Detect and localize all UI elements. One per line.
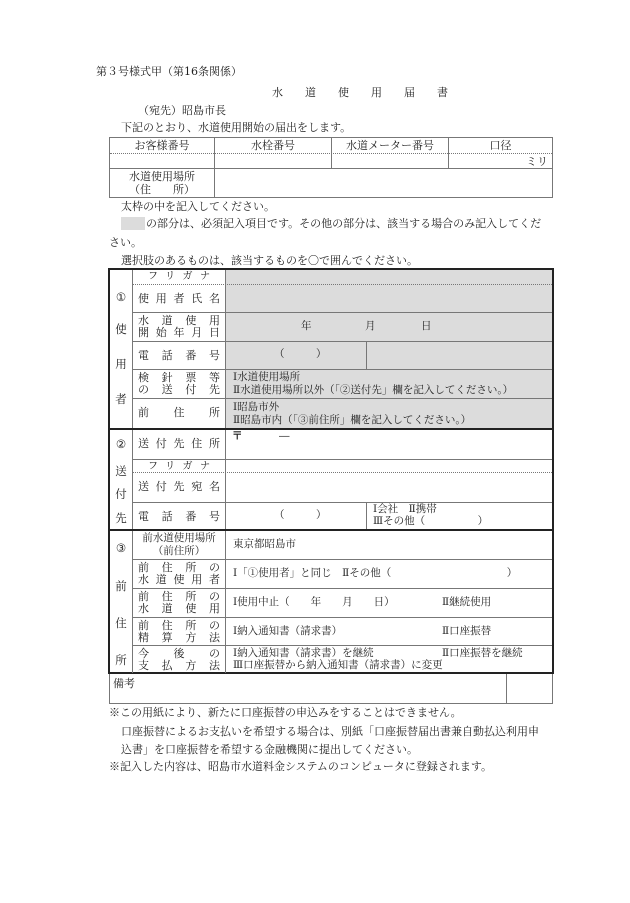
section-char: 送 bbox=[115, 464, 127, 478]
col-divider bbox=[366, 502, 367, 530]
future-payment-label-2: 支払方法 bbox=[138, 659, 220, 672]
row-divider bbox=[133, 369, 552, 370]
customer-number-field[interactable] bbox=[110, 154, 214, 168]
footer-note-2-cont: 込書」を口座振替を希望する金融機関に提出してください。 bbox=[121, 743, 418, 756]
row-divider bbox=[133, 502, 552, 503]
previous-user-options[interactable]: Ⅰ「①使用者」と同じ Ⅱその他（ ） bbox=[233, 567, 518, 579]
row-divider bbox=[133, 559, 552, 560]
row-divider bbox=[133, 645, 552, 646]
future-payment-label: 今 後 の bbox=[138, 647, 220, 660]
instruction-3: 選択肢のあるものは、該当するものを〇で囲んでください。 bbox=[121, 254, 418, 267]
previous-address-label: 前住所 bbox=[138, 406, 220, 419]
user-furigana-field[interactable] bbox=[226, 270, 552, 284]
start-date-label-2: 開始年月日 bbox=[138, 326, 220, 339]
instruction-1: 太枠の中を記入してください。 bbox=[121, 200, 275, 213]
section-char: 先 bbox=[115, 511, 127, 525]
footer-note-3: ※記入した内容は、昭島市水道料金システムのコンピュータに登録されます。 bbox=[109, 760, 493, 773]
customer-number-header: お客様番号 bbox=[134, 139, 190, 152]
user-name-label: 使用者氏名 bbox=[138, 292, 220, 305]
section-char: 使 bbox=[115, 322, 127, 336]
row-divider bbox=[133, 588, 552, 589]
phone-type-options[interactable]: Ⅰ会社 Ⅱ携帯 bbox=[373, 503, 437, 515]
previous-usage-label: 前住所の bbox=[138, 590, 220, 603]
future-change-option[interactable]: Ⅲ口座振替から納入通知書（請求書）に変更 bbox=[233, 659, 443, 671]
section-divider bbox=[110, 529, 552, 531]
meter-number-field[interactable] bbox=[332, 154, 448, 168]
diameter-header: 口径 bbox=[489, 139, 512, 152]
meter-slip-option-1[interactable]: Ⅰ水道使用場所 bbox=[233, 371, 301, 383]
section-number: ② bbox=[115, 437, 127, 451]
delivery-address-field[interactable] bbox=[226, 431, 552, 459]
previous-location-label-2: （前住所） bbox=[152, 545, 206, 557]
usage-continue-option[interactable]: Ⅱ継続使用 bbox=[442, 596, 492, 608]
previous-usage-label-2: 水道使用 bbox=[138, 602, 220, 615]
usage-stop-option[interactable]: Ⅰ使用中止（ 年 月 日） bbox=[233, 596, 395, 608]
date-year[interactable]: 年 bbox=[301, 320, 312, 332]
faucet-number-field[interactable] bbox=[215, 154, 331, 168]
instruction-2: の部分は、必須記入項目です。その他の部分は、該当する場合のみ記入してくだ bbox=[146, 217, 542, 230]
diameter-field[interactable]: ミリ bbox=[526, 155, 548, 168]
delivery-name-field[interactable] bbox=[226, 473, 552, 502]
remarks-field[interactable] bbox=[140, 676, 505, 702]
meter-slip-label: 検針票等 bbox=[138, 371, 220, 384]
phone-area-code[interactable]: （ ） bbox=[274, 348, 327, 360]
footer-note-1: ※この用紙により、新たに口座振替の申込みをすることはできません。 bbox=[109, 706, 462, 719]
location-field[interactable] bbox=[215, 169, 552, 197]
delivery-name-label: 送付先宛名 bbox=[138, 480, 220, 493]
furigana-label: フリガナ bbox=[148, 271, 210, 282]
date-month[interactable]: 月 bbox=[365, 320, 376, 332]
form-title: 水 道 使 用 届 書 bbox=[272, 86, 448, 99]
location-label-sub: （住 所） bbox=[129, 183, 195, 196]
phone-type-other[interactable]: Ⅲその他（ ） bbox=[373, 515, 489, 527]
row-divider bbox=[133, 398, 552, 399]
instruction-2-cont: さい。 bbox=[109, 236, 142, 249]
faucet-number-header: 水栓番号 bbox=[251, 139, 295, 152]
delivery-address-label: 送付先住所 bbox=[138, 437, 220, 450]
location-label: 水道使用場所 bbox=[129, 170, 195, 183]
col-divider bbox=[506, 674, 507, 703]
settlement-invoice-option[interactable]: Ⅰ納入通知書（請求書） bbox=[233, 625, 343, 637]
form-number: 第３号様式甲（第16条関係） bbox=[96, 65, 242, 78]
section-char: 住 bbox=[115, 616, 127, 630]
row-divider bbox=[133, 617, 552, 618]
previous-user-label-2: 水道使用者 bbox=[138, 573, 220, 586]
intro-text: 下記のとおり、水道使用開始の届出をします。 bbox=[121, 121, 352, 134]
section-char: 付 bbox=[115, 487, 127, 501]
previous-location-value[interactable]: 東京都昭島市 bbox=[233, 538, 296, 550]
section-char: 所 bbox=[115, 653, 127, 667]
footer-note-2: 口座振替によるお支払いを希望する場合は、別紙「口座振替届出書兼自動払込利用申 bbox=[121, 725, 539, 738]
section-char: 前 bbox=[115, 579, 127, 593]
section-char: 者 bbox=[115, 392, 127, 406]
furigana-label: フリガナ bbox=[148, 461, 210, 472]
required-swatch bbox=[121, 217, 145, 230]
phone-label: 電話番号 bbox=[138, 349, 220, 362]
remarks-label: 備考 bbox=[113, 677, 135, 690]
settlement-label: 前住所の bbox=[138, 619, 220, 632]
meter-slip-option-2[interactable]: Ⅱ水道使用場所以外（「②送付先」欄を記入してください。） bbox=[233, 384, 514, 396]
delivery-phone-area-code[interactable]: （ ） bbox=[274, 509, 327, 521]
settlement-label-2: 精算方法 bbox=[138, 631, 220, 644]
meter-slip-label-2: の送付先 bbox=[138, 383, 220, 396]
meter-number-header: 水道メーター番号 bbox=[346, 139, 434, 152]
row-divider bbox=[133, 312, 552, 313]
section-number: ③ bbox=[115, 541, 127, 555]
postal-dash: ― bbox=[279, 430, 290, 442]
phone-number-field[interactable] bbox=[367, 342, 552, 369]
previous-user-label: 前住所の bbox=[138, 561, 220, 574]
start-date-label: 水道使用 bbox=[138, 314, 220, 327]
section-number: ① bbox=[115, 290, 127, 304]
delivery-furigana-field[interactable] bbox=[226, 460, 552, 472]
previous-address-option-1[interactable]: Ⅰ昭島市外 bbox=[233, 401, 280, 413]
postal-mark: 〒 bbox=[232, 430, 243, 442]
section-char: 用 bbox=[115, 357, 127, 371]
date-day[interactable]: 日 bbox=[421, 320, 432, 332]
section-divider bbox=[110, 428, 552, 430]
delivery-phone-label: 電話番号 bbox=[138, 510, 220, 523]
addressee: （宛先）昭島市長 bbox=[138, 104, 226, 117]
settlement-transfer-option[interactable]: Ⅱ口座振替 bbox=[442, 625, 492, 637]
future-invoice-option[interactable]: Ⅰ納入通知書（請求書）を継続 bbox=[233, 647, 374, 659]
future-transfer-option[interactable]: Ⅱ口座振替を継続 bbox=[442, 647, 523, 659]
previous-address-option-2[interactable]: Ⅱ昭島市内（「③前住所」欄を記入してください。） bbox=[233, 414, 472, 426]
previous-location-label: 前水道使用場所 bbox=[142, 532, 216, 544]
user-name-field[interactable] bbox=[226, 285, 552, 312]
